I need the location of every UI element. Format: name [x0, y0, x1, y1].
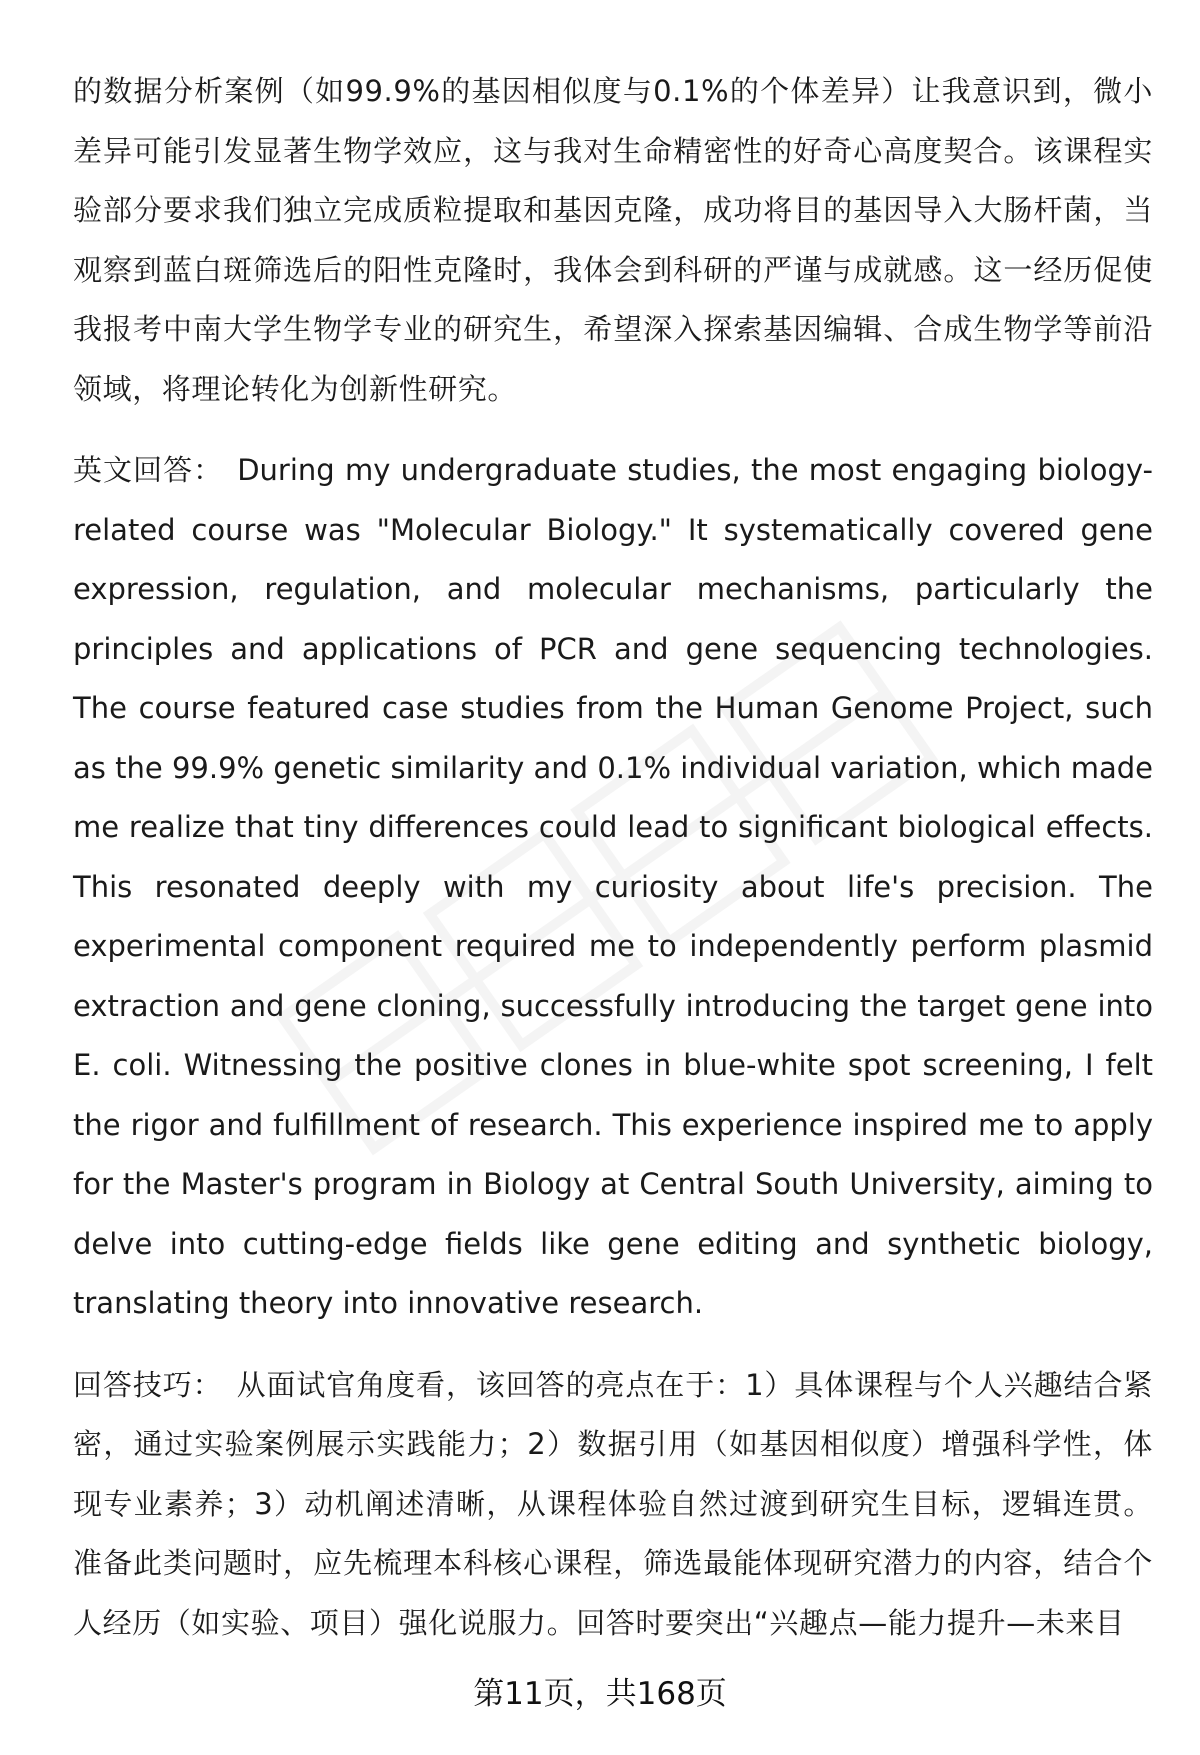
paragraph-chinese-intro: 的数据分析案例（如99.9%的基因相似度与0.1%的个体差异）让我意识到，微小差异可能引发显著生物学效应，这与我对生命精密性的好奇心高度契合。该课程实验部分要求我们独立完成质粒提取和基因克隆，成功将目的基因导入大肠杆菌，当观察到蓝白斑筛选后的阳性克隆时，我体会到科研的严谨与成就感。这一经历促使我报考中南大学生物学专业的研究生，希望深入探索基因编辑、合成生物学等前沿领域，将理论转化为创新性研究。	[73, 74, 1153, 406]
page-indicator: 第11页，共168页	[473, 1676, 727, 1712]
answer-tips-text: 从面试官角度看，该回答的亮点在于：1）具体课程与个人兴趣结合紧密，通过实验案例展示实践能力；2）数据引用（如基因相似度）增强科学性，体现专业素养；3）动机阐述清晰，从课程体验自然过渡到研究生目标，逻辑连贯。准备此类问题时，应先梳理本科核心课程，筛选最能体现研究潜力的内容，结合个人经历（如实验、项目）强化说服力。回答时要突出“兴趣点—能力提升—未来目	[73, 1367, 1153, 1640]
english-answer-label: 英文回答：	[73, 453, 224, 487]
answer-tips-label: 回答技巧：	[73, 1367, 223, 1402]
english-answer-paragraph	[73, 441, 1153, 1334]
document-body	[73, 62, 1153, 1653]
english-answer-text: During my undergraduate studies, the most engaging biology-related course was "Molecular Biology." It systematically covered gene expression, regulation, and molecular mechanisms, particularly the principles and applications of PCR and gene sequencing technologies. The course featured case studies from the Human Genome Project, such as the 99.9% genetic similarity and 0.1% individual variation, which made me realize that tiny differences could lead to significant biological effects. This resonated deeply with my curiosity about life's precision. The experimental component required me to independently perform plasmid extraction and gene cloning, successfully introducing the target gene into E. coli. Witnessing the positive clones in blue-white spot screening, I felt the rigor and fulfillment of research. This experience inspired me to apply for the Master's program in Biology at Central South University, aiming to delve into cutting-edge fields like gene editing and synthetic biology, translating theory into innovative research.	[73, 453, 1153, 1320]
answer-tips-paragraph	[73, 1356, 1153, 1654]
